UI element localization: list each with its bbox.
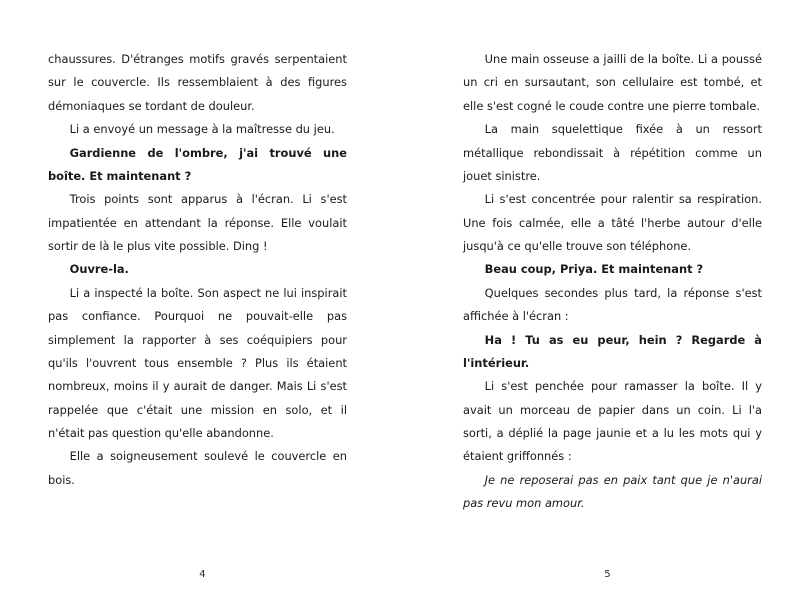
paragraph-message-bold: Beau coup, Priya. Et maintenant ? [484,262,704,277]
paragraph-message-bold: Gardienne de l'ombre, j'ai trouvé une boîte. Et maintenant ? [48,145,347,183]
paragraph: Une main osseuse a jailli de la boîte. Li a poussé un cri en sursautant, son cellulaire est tombé, et elle s'est cogné le coude contre une pierre tombale. [463,52,762,113]
paragraph: Elle a soigneusement soulevé le couvercle en bois. [48,449,347,487]
paragraph: Li s'est concentrée pour ralentir sa respiration. Une fois calmée, elle a tâté l'herbe autour d'elle jusqu'à ce qu'elle trouve son téléphone. [463,192,762,253]
paragraph: chaussures. D'étranges motifs gravés serpentaient sur le couvercle. Ils ressemblaient à des figures démoniaques se tordant de douleur. [48,52,347,113]
paragraph: Quelques secondes plus tard, la réponse s'est affichée à l'écran : [463,285,762,324]
paragraph: Li a inspecté la boîte. Son aspect ne lui inspirait pas confiance. Pourquoi ne pouvait-elle pas simplement la rapporter à ses coéquipiers pour qu'ils l'ouvrent tous ensemble ? Plus ils étaient nombreux, moins il y aurait de danger. Mais Li s'est rappelée que c'était une mission en solo, et il n'était pas question qu'elle abandonne. [48,285,347,440]
paragraph: Li a envoyé un message à la maîtresse du jeu. [69,122,335,137]
paragraph: Li s'est penchée pour ramasser la boîte. Il y avait un morceau de papier dans un coin. Li l'a sorti, a déplié la page jaunie et a lu les mots qui y étaient griffonnés : [463,379,762,464]
paragraph: Trois points sont apparus à l'écran. Li s'est impatientée en attendant la réponse. Elle voulait sortir de là le plus vite possible. Ding ! [48,192,347,253]
paragraph-message-bold: Ouvre-la. [69,262,129,277]
page-right [405,0,810,608]
page-left-text-column [48,48,347,492]
paragraph: La main squelettique fixée à un ressort métallique rebondissait à répétition comme un jouet sinistre. [463,122,762,183]
page-right-text-column [463,48,762,516]
paragraph-note-italic: Je ne reposerai pas en paix tant que je n'aurai pas revu mon amour. [463,472,762,511]
page-number-left: 4 [199,569,206,580]
paragraph-message-bold: Ha ! Tu as eu peur, hein ? Regarde à l'intérieur. [463,332,762,370]
page-number-right: 5 [604,569,611,580]
